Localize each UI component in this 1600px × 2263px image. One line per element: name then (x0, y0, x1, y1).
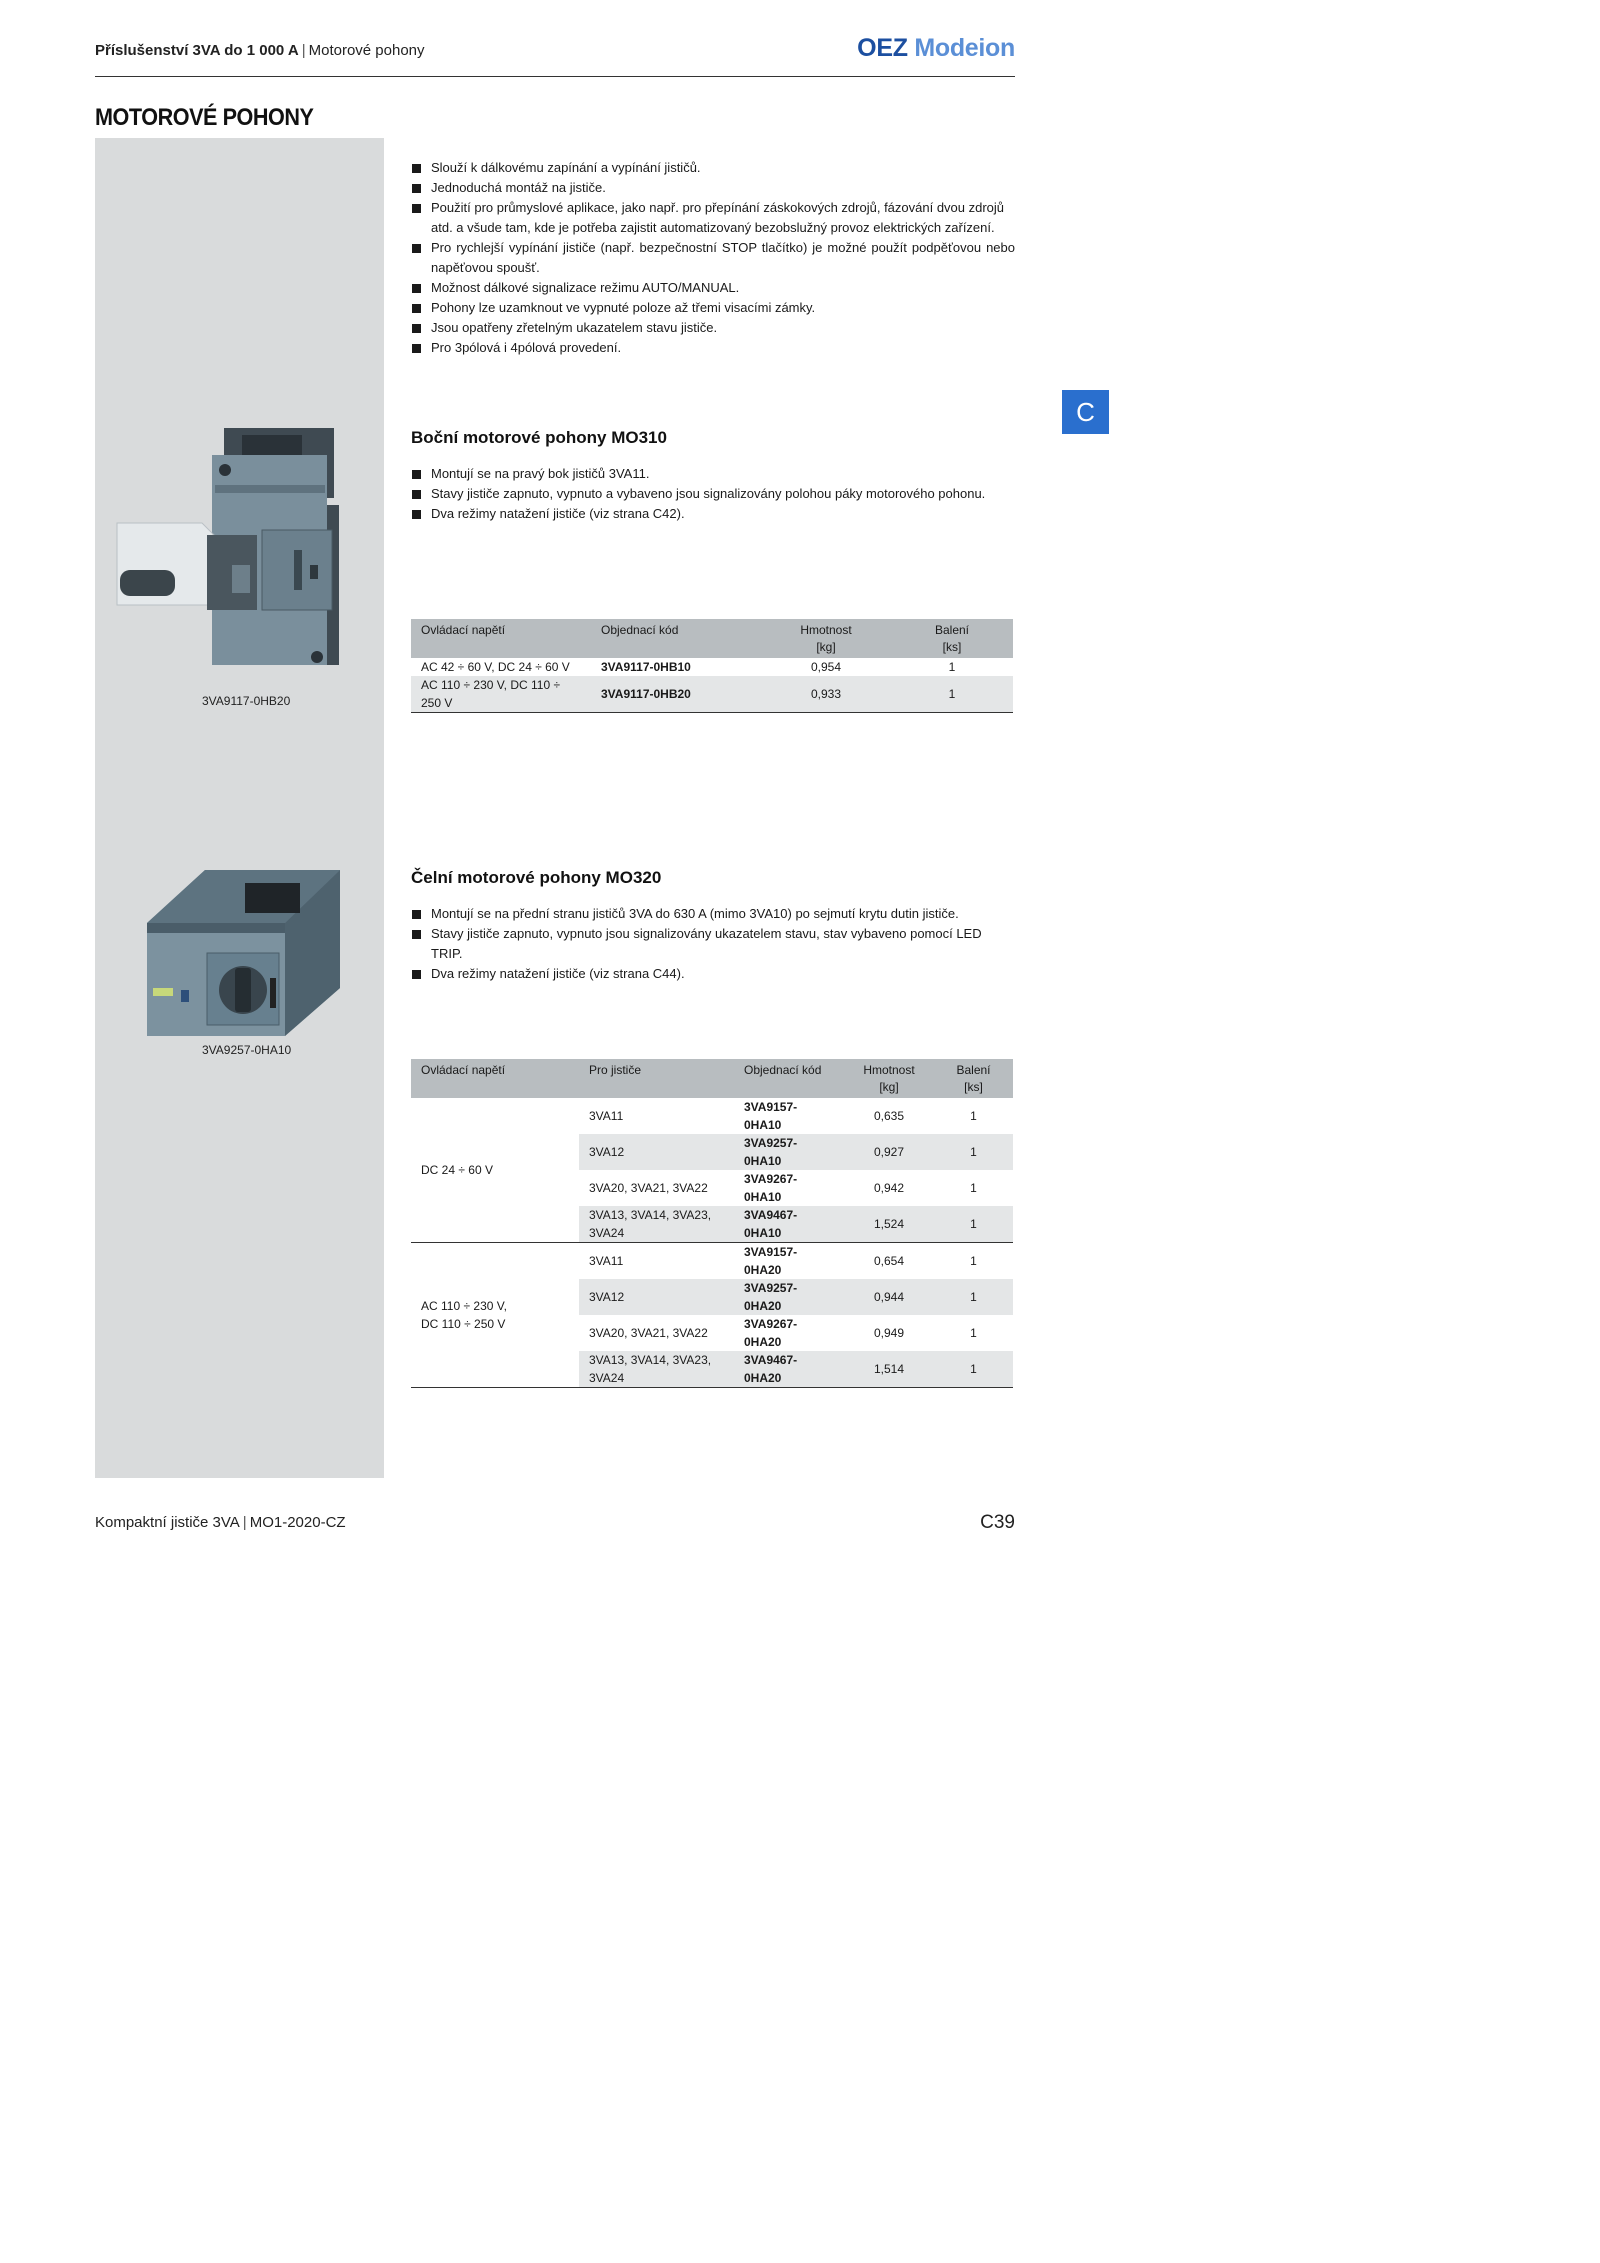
table-header-cell: Pro jističe (579, 1059, 734, 1098)
table-cell: 3VA9157-0HA20 (744, 1245, 798, 1277)
list-item: Jednoduchá montáž na jističe. (411, 178, 1015, 198)
table-cell: 1,514 (844, 1351, 934, 1388)
page-number: C39 (980, 1512, 1015, 1533)
table-row (411, 1098, 1013, 1134)
mo310-table (411, 619, 1013, 713)
table-cell: 0,942 (873, 1181, 905, 1195)
table-row (411, 658, 1013, 676)
table-header-cell: Objednací kód (734, 1059, 844, 1098)
table-header-cell: Ovládací napětí (411, 1059, 579, 1098)
list-item: Pohony lze uzamknout ve vypnuté poloze až třemi visacími zámky. (411, 298, 1015, 318)
table-header-cell: Hmotnost [kg] (844, 1059, 934, 1098)
list-item: Pro rychlejší vypínání jističe (např. bezpečnostní STOP tlačítko) je možné použít podpěťovou nebo napěťovou spoušť. (411, 238, 1015, 278)
table-cell: 0,949 (873, 1326, 905, 1340)
mo320-product-image (145, 868, 345, 1040)
intro-bullet-list (411, 158, 1015, 358)
table-cell: 0,635 (873, 1109, 905, 1123)
table-cell: 1 (970, 1181, 977, 1195)
table-header-row (411, 1059, 1013, 1098)
footer-title: Kompaktní jističe 3VA (95, 1514, 240, 1531)
table-cell: AC 42 ÷ 60 V, DC 24 ÷ 60 V (421, 660, 570, 674)
logo-product: Modeion (914, 34, 1015, 62)
table-cell-voltage (411, 1243, 579, 1388)
table-cell: 0,933 (761, 676, 891, 713)
list-item: Dva režimy natažení jističe (viz strana C42). (411, 504, 1015, 524)
table-cell: AC 110 ÷ 230 V, DC 110 ÷ 250 V (411, 676, 591, 713)
table-cell-voltage: DC 24 ÷ 60 V (411, 1098, 579, 1243)
brand-logo (857, 34, 1015, 63)
list-item: Použití pro průmyslové aplikace, jako např. pro přepínání záskokových zdrojů, fázování dvou zdrojů atd. a všude tam, kde je potřeba zajistit automatizovaný bezobslužný provoz elektrických zařízení. (411, 198, 1015, 238)
list-item: Montují se na pravý bok jističů 3VA11. (411, 464, 1015, 484)
table-cell: 3VA9267-0HA10 (744, 1172, 798, 1204)
table-cell: 3VA9467-0HA20 (734, 1351, 844, 1388)
list-item: Stavy jističe zapnuto, vypnuto a vybaveno jsou signalizovány polohou páky motorového pohonu. (411, 484, 1015, 504)
table-cell: 3VA9257-0HA20 (734, 1279, 844, 1315)
header-section: Příslušenství 3VA do 1 000 A (95, 42, 299, 59)
table-cell: 3VA20, 3VA21, 3VA22 (589, 1181, 708, 1195)
table-header-cell: Balení [ks] (891, 619, 1013, 658)
list-item: Jsou opatřeny zřetelným ukazatelem stavu jističe. (411, 318, 1015, 338)
table-header-row (411, 619, 1013, 658)
section-tab: C (1062, 390, 1109, 434)
list-item: Dva režimy natažení jističe (viz strana C44). (411, 964, 1015, 984)
table-cell: 3VA13, 3VA14, 3VA23, 3VA24 (579, 1351, 734, 1388)
table-cell: 1 (891, 676, 1013, 713)
table-cell: 3VA12 (579, 1134, 734, 1170)
table-cell: 3VA11 (589, 1254, 624, 1268)
table-cell: 1 (934, 1134, 1013, 1170)
mo320-bullet-list (411, 904, 1015, 984)
table-cell: 1 (948, 660, 956, 674)
table-cell: 3VA9267-0HA20 (744, 1317, 798, 1349)
page-title: MOTOROVÉ POHONY (95, 104, 314, 131)
table-row (411, 1243, 1013, 1280)
footer-doc-code: MO1-2020-CZ (249, 1514, 346, 1531)
mo310-image-caption: 3VA9117-0HB20 (202, 694, 291, 708)
mo320-image-caption: 3VA9257-0HA10 (202, 1043, 292, 1057)
list-item: Možnost dálkové signalizace režimu AUTO/MANUAL. (411, 278, 1015, 298)
table-header-cell: Objednací kód (591, 619, 761, 658)
table-header-cell: Ovládací napětí (411, 619, 591, 658)
table-cell: 3VA13, 3VA14, 3VA23, 3VA24 (579, 1206, 734, 1243)
table-cell: 1 (934, 1206, 1013, 1243)
mo320-table (411, 1059, 1013, 1388)
mo320-heading: Čelní motorové pohony MO320 (411, 868, 662, 887)
logo-brand: OEZ (857, 34, 908, 62)
table-header-cell: Hmotnost [kg] (761, 619, 891, 658)
table-cell: 3VA9117-0HB10 (601, 660, 691, 674)
table-cell: 3VA11 (589, 1109, 624, 1123)
table-cell: 3VA9117-0HB20 (591, 676, 761, 713)
list-item: Montují se na přední stranu jističů 3VA do 630 A (mimo 3VA10) po sejmutí krytu dutin jističe. (411, 904, 1015, 924)
page-footer (95, 1514, 346, 1531)
table-cell: 3VA12 (579, 1279, 734, 1315)
table-cell: 0,954 (810, 660, 842, 674)
list-item: Stavy jističe zapnuto, vypnuto jsou signalizovány ukazatelem stavu, stav vybaveno pomocí LED TRIP. (411, 924, 1015, 964)
table-header-cell: Balení [ks] (934, 1059, 1013, 1098)
table-cell: 1 (934, 1279, 1013, 1315)
mo310-heading: Boční motorové pohony MO310 (411, 428, 667, 447)
table-cell: 0,944 (844, 1279, 934, 1315)
mo310-bullet-list (411, 464, 1015, 524)
table-cell: 1 (970, 1326, 977, 1340)
table-cell: 3VA9467-0HA10 (734, 1206, 844, 1243)
table-cell: 1,524 (844, 1206, 934, 1243)
table-cell: 3VA9257-0HA10 (734, 1134, 844, 1170)
header-rule (95, 76, 1015, 77)
table-cell: 0,927 (844, 1134, 934, 1170)
table-cell: 3VA9157-0HA10 (744, 1100, 798, 1132)
page-header (95, 42, 425, 59)
table-cell: 1 (934, 1351, 1013, 1388)
table-cell: 1 (970, 1109, 977, 1123)
header-subsection: Motorové pohony (308, 42, 425, 59)
table-cell: 1 (970, 1254, 977, 1268)
footer-separator: | (242, 1514, 247, 1531)
table-row (411, 676, 1013, 713)
list-item: Slouží k dálkovému zapínání a vypínání jističů. (411, 158, 1015, 178)
table-cell: 3VA20, 3VA21, 3VA22 (589, 1326, 708, 1340)
voltage-label: AC 110 ÷ 230 V, DC 110 ÷ 250 V (421, 1299, 507, 1331)
list-item: Pro 3pólová i 4pólová provedení. (411, 338, 1015, 358)
table-cell: 0,654 (873, 1254, 905, 1268)
image-column (95, 138, 384, 1478)
mo310-product-image (112, 425, 342, 670)
header-separator: | (301, 42, 306, 59)
